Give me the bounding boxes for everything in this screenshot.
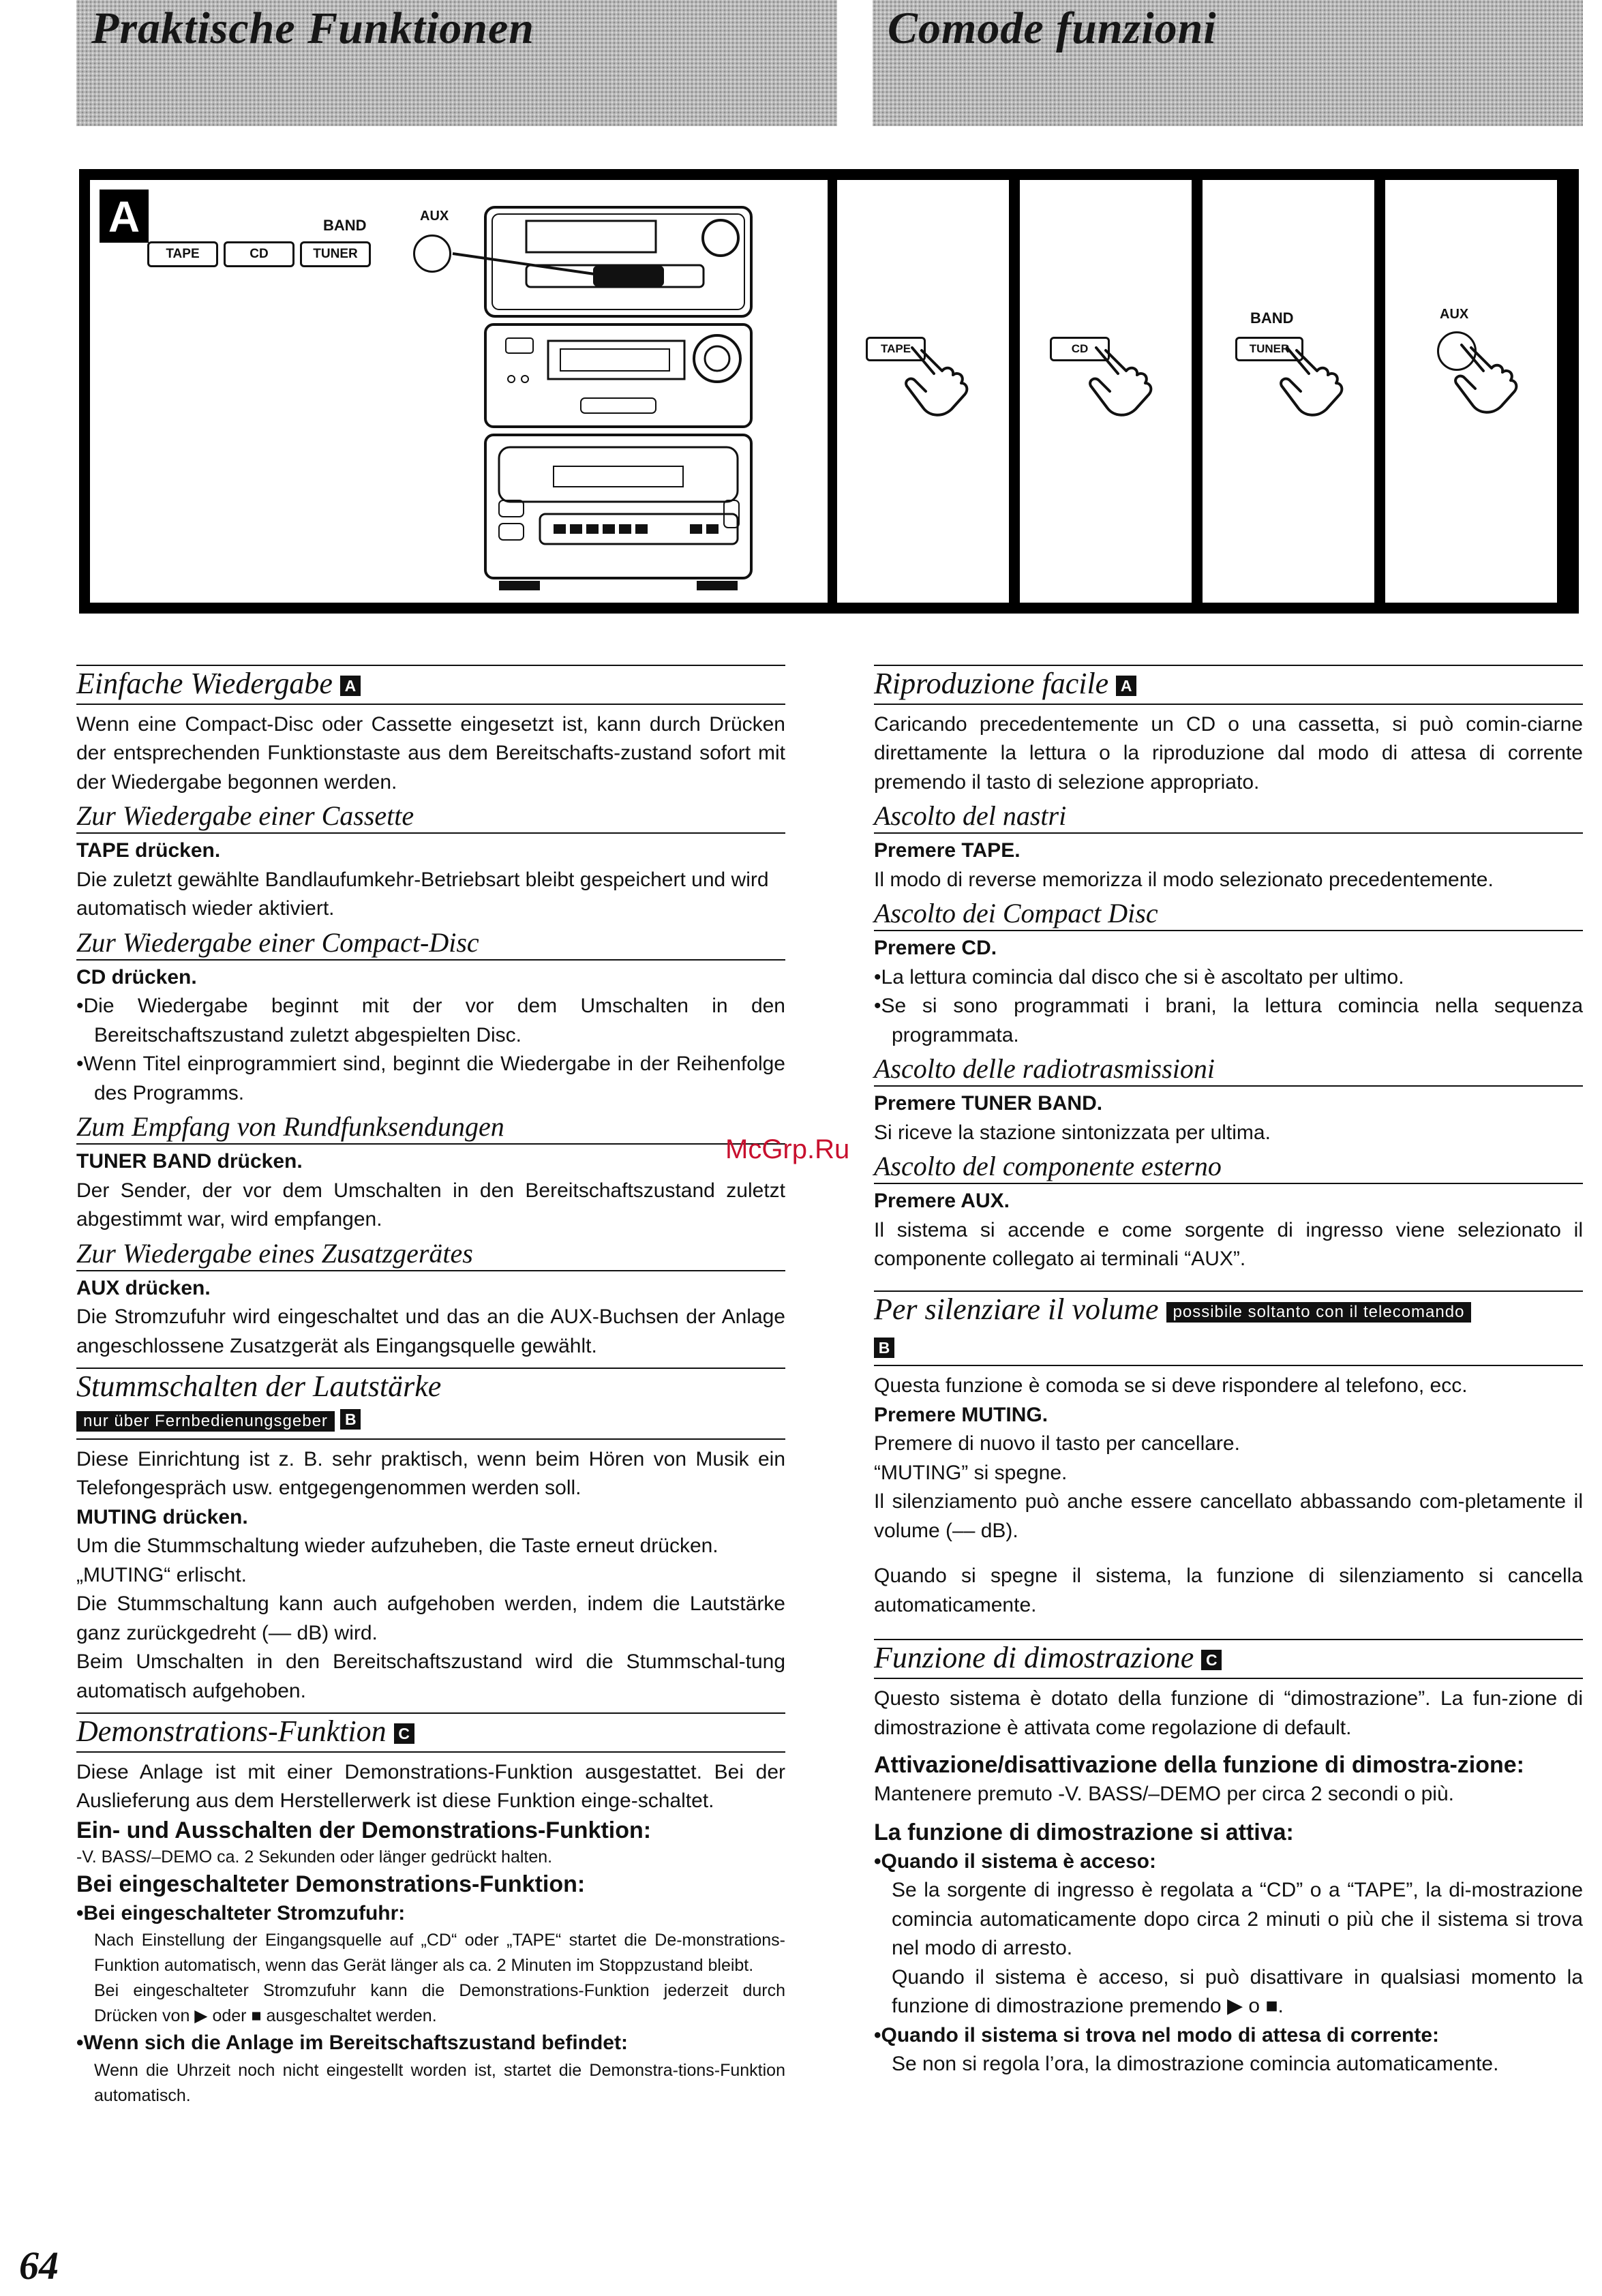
step-box-cd: [1020, 180, 1192, 603]
step-box-tuner: [1203, 180, 1374, 603]
remote-only-pill: possibile soltanto con il telecomando: [1166, 1302, 1472, 1323]
page-number: 64: [19, 2244, 59, 2288]
paragraph: Premere di nuovo il tasto per cancellare.: [874, 1432, 1240, 1455]
section-title-muting-it: Per silenziare il volume possibile soltanto con il telecomando B: [874, 1290, 1583, 1367]
paragraph: “MUTING” si spegne.: [874, 1461, 1068, 1484]
cd-button[interactable]: CD: [224, 241, 294, 267]
bullet-item: •La lettura comincia dal disco che si è ascoltato per ultimo.: [874, 965, 1404, 988]
tape-button[interactable]: TAPE: [147, 241, 218, 267]
instruction: AUX drücken.: [76, 1276, 211, 1299]
step-tuner-button[interactable]: TUNER: [1235, 337, 1303, 361]
subsection-title-cd-it: Ascolto dei Compact Disc: [874, 897, 1583, 931]
aux-label: AUX: [420, 209, 449, 224]
paragraph: Quando il sistema è acceso, si può disattivare in qualsiasi momento la funzione di dimostrazione premendo ▶ o ■.: [892, 1965, 1583, 2018]
paragraph: Caricando precedentemente un CD o una cassetta, si può comin-ciarne direttamente la lettura o la riproduzione dal modo di attesa di corrente premendo il tasto di selezione appropriato.: [874, 712, 1583, 794]
ref-badge: A: [1116, 676, 1136, 696]
step-box-tape: [837, 180, 1009, 603]
header-title-de: Praktische Funktionen: [91, 3, 534, 53]
step-tape-button[interactable]: TAPE: [866, 337, 926, 361]
instruction: CD drücken.: [76, 965, 197, 988]
instruction: Premere CD.: [874, 937, 997, 960]
paragraph: Der Sender, der vor dem Umschalten in den Bereitschaftszustand zuletzt abgestimmt war, wird empfangen.: [76, 1179, 785, 1231]
paragraph: Beim Umschalten in den Bereitschaftszustand wird die Stummschal-tung automatisch aufgehoben.: [76, 1650, 785, 1702]
pointing-hand-icon: [1448, 338, 1530, 420]
paragraph: Um die Stummschaltung wieder aufzuheben, die Taste erneut drücken.: [76, 1535, 719, 1558]
tuner-button[interactable]: TUNER: [300, 241, 371, 267]
section-title-muting-de: Stummschalten der Lautstärke: [76, 1368, 785, 1406]
paragraph: „MUTING“ erlischt.: [76, 1563, 247, 1586]
instruction: Premere MUTING.: [874, 1403, 1048, 1426]
paragraph: Die Stromzufuhr wird eingeschaltet und das an die AUX-Buchsen der Anlage angeschlossene Zusatzgerät als Eingangsquelle gewählt.: [76, 1305, 785, 1357]
paragraph: Wenn eine Compact-Disc oder Cassette eingesetzt ist, kann durch Drücken der entsprechenden Funktionstaste aus dem Bereitschafts-zustand sofort mit der Wiedergabe begonnen werden.: [76, 712, 785, 794]
ref-badge: C: [394, 1723, 414, 1744]
section-title-demo-it: Funzione di dimostrazione C: [874, 1639, 1583, 1679]
instruction: TUNER BAND drücken.: [76, 1150, 303, 1173]
paragraph: Wenn die Uhrzeit noch nicht eingestellt worden ist, startet die Demonstra-tions-Funktion automatisch.: [94, 2060, 785, 2105]
paragraph: Diese Anlage ist mit einer Demonstrations-Funktion ausgestattet. Bei der Auslieferung aus dem Herstellerwerk ist diese Funktion einge-schaltet.: [76, 1760, 785, 1813]
step-aux-label: AUX: [1440, 307, 1469, 322]
column-it: [874, 658, 1583, 2079]
subsection-title-aux-it: Ascolto del componente esterno: [874, 1150, 1583, 1184]
paragraph: Il sistema si accende e come sorgente di ingresso viene selezionato il componente collegato ai terminali “AUX”.: [874, 1218, 1583, 1271]
subsection-title-radio-it: Ascolto delle radiotrasmissioni: [874, 1053, 1583, 1087]
paragraph: Die Stummschaltung kann auch aufgehoben werden, indem die Lautstärke ganz zurückgedreht (–– dB) wird.: [76, 1592, 785, 1644]
paragraph: Mantenere premuto -V. BASS/–DEMO per circa 2 secondi o più.: [874, 1782, 1454, 1805]
ref-badge: C: [1201, 1650, 1222, 1670]
step-band-label: BAND: [1250, 309, 1294, 327]
instruction: Premere AUX.: [874, 1190, 1010, 1213]
paragraph: Questa funzione è comoda se si deve rispondere al telefono, ecc.: [874, 1374, 1468, 1398]
figure-main-box: [90, 180, 828, 603]
section-title-easy-playback-it: Riproduzione facile A: [874, 665, 1583, 705]
bullet-item: •Die Wiedergabe beginnt mit der vor dem Umschalten in den Bereitschaftszustand zuletzt abgespielten Disc.: [76, 995, 785, 1046]
paragraph: Il modo di reverse memorizza il modo selezionato precedentemente.: [874, 868, 1494, 891]
ref-badge: B: [874, 1338, 894, 1358]
header-title-it: Comode funzioni: [888, 3, 1217, 53]
column-de: [76, 658, 785, 2109]
ref-badge: B: [340, 1409, 361, 1430]
pointing-hand-icon: [898, 341, 980, 423]
spacer: [874, 1545, 1583, 1562]
step-box-aux: [1385, 180, 1557, 603]
instruction: Premere TUNER BAND.: [874, 1092, 1103, 1115]
pointing-hand-icon: [1273, 341, 1355, 423]
subheading: Ein- und Ausschalten der Demonstrations-Funktion:: [76, 1817, 652, 1843]
paragraph: Quando si spegne il sistema, la funzione di silenziamento si cancella automaticamente.: [874, 1565, 1583, 1616]
subsection-title-tape-it: Ascolto del nastri: [874, 800, 1583, 834]
paragraph: Questo sistema è dotato della funzione di “dimostrazione”. La fun-zione di dimostrazione è attivata come regolazione di default.: [874, 1687, 1583, 1739]
subsection-title-radio-de: Zum Empfang von Rundfunksendungen: [76, 1111, 785, 1145]
bullet-item: •Se si sono programmati i brani, la lettura comincia nella sequenza programmata.: [874, 995, 1583, 1046]
paragraph: Die zuletzt gewählte Bandlaufumkehr-Betriebsart bleibt gespeichert und wird automatisch wieder aktiviert.: [76, 868, 769, 920]
subheading: La funzione di dimostrazione si attiva:: [874, 1819, 1294, 1846]
remote-only-note: [76, 1406, 785, 1440]
step-cd-button[interactable]: CD: [1050, 337, 1110, 361]
instruction: MUTING drücken.: [76, 1505, 248, 1528]
section-title-easy-playback-de: Einfache Wiedergabe A: [76, 665, 785, 705]
band-label: BAND: [323, 217, 367, 234]
section-title-demo-de: Demonstrations-Funktion C: [76, 1712, 785, 1753]
paragraph: Se non si regola l’ora, la dimostrazione comincia automaticamente.: [892, 2053, 1499, 2076]
header-bar-left: [76, 0, 837, 126]
ref-badge: A: [340, 676, 361, 696]
figure-panel: [79, 169, 1579, 614]
header-bar-right: [873, 0, 1583, 126]
bullet-item: •Bei eingeschalteter Stromzufuhr:: [76, 1901, 406, 1924]
bullet-item: •Wenn sich die Anlage im Bereitschaftszustand befindet:: [76, 2031, 628, 2055]
bullet-item: •Quando il sistema è acceso:: [874, 1849, 1156, 1873]
paragraph: Si riceve la stazione sintonizzata per ultima.: [874, 1121, 1271, 1144]
subheading: Attivazione/disattivazione della funzione di dimostra-zione:: [874, 1752, 1524, 1779]
paragraph: Bei eingeschalteter Stromzufuhr kann die Demonstrations-Funktion jederzeit durch Drücken von ▶ oder ■ ausgeschaltet werden.: [94, 1981, 785, 2026]
pointing-hand-icon: [1083, 341, 1164, 423]
subsection-title-cd-de: Zur Wiedergabe einer Compact-Disc: [76, 926, 785, 961]
watermark: McGrp.Ru: [725, 1134, 850, 1164]
figure-badge: A: [100, 190, 149, 243]
paragraph: Se la sorgente di ingresso è regolata a “CD” o a “TAPE”, la di-mostrazione comincia automaticamente dopo circa 2 minuti o più che il sistema si trova nel modo di arresto.: [892, 1879, 1583, 1960]
stereo-system-illustration: [90, 180, 828, 603]
paragraph: -V. BASS/–DEMO ca. 2 Sekunden oder länger gedrückt halten.: [76, 1847, 553, 1867]
paragraph: Il silenziamento può anche essere cancellato abbassando com-pletamente il volume (–– dB).: [874, 1490, 1583, 1542]
instruction: TAPE drücken.: [76, 839, 221, 862]
subsection-title-tape-de: Zur Wiedergabe einer Cassette: [76, 800, 785, 834]
subheading: Bei eingeschalteter Demonstrations-Funktion:: [76, 1871, 586, 1898]
remote-only-pill: nur über Fernbedienungsgeber: [76, 1411, 335, 1432]
bullet-item: •Wenn Titel einprogrammiert sind, beginnt die Wiedergabe in der Reihenfolge des Programms.: [76, 1053, 785, 1104]
instruction: Premere TAPE.: [874, 839, 1021, 862]
bullet-item: •Quando il sistema si trova nel modo di attesa di corrente:: [874, 2023, 1440, 2046]
subsection-title-aux-de: Zur Wiedergabe eines Zusatzgerätes: [76, 1237, 785, 1271]
paragraph: Diese Einrichtung ist z. B. sehr praktisch, wenn beim Hören von Musik ein Telefongespräch usw. entgegengenommen werden soll.: [76, 1447, 785, 1500]
paragraph: Nach Einstellung der Eingangsquelle auf „CD“ oder „TAPE“ startet die De-monstrations-Funktion automatisch, wenn das Gerät länger als ca. 2 Minuten im Stoppzustand bleibt.: [94, 1931, 785, 1976]
